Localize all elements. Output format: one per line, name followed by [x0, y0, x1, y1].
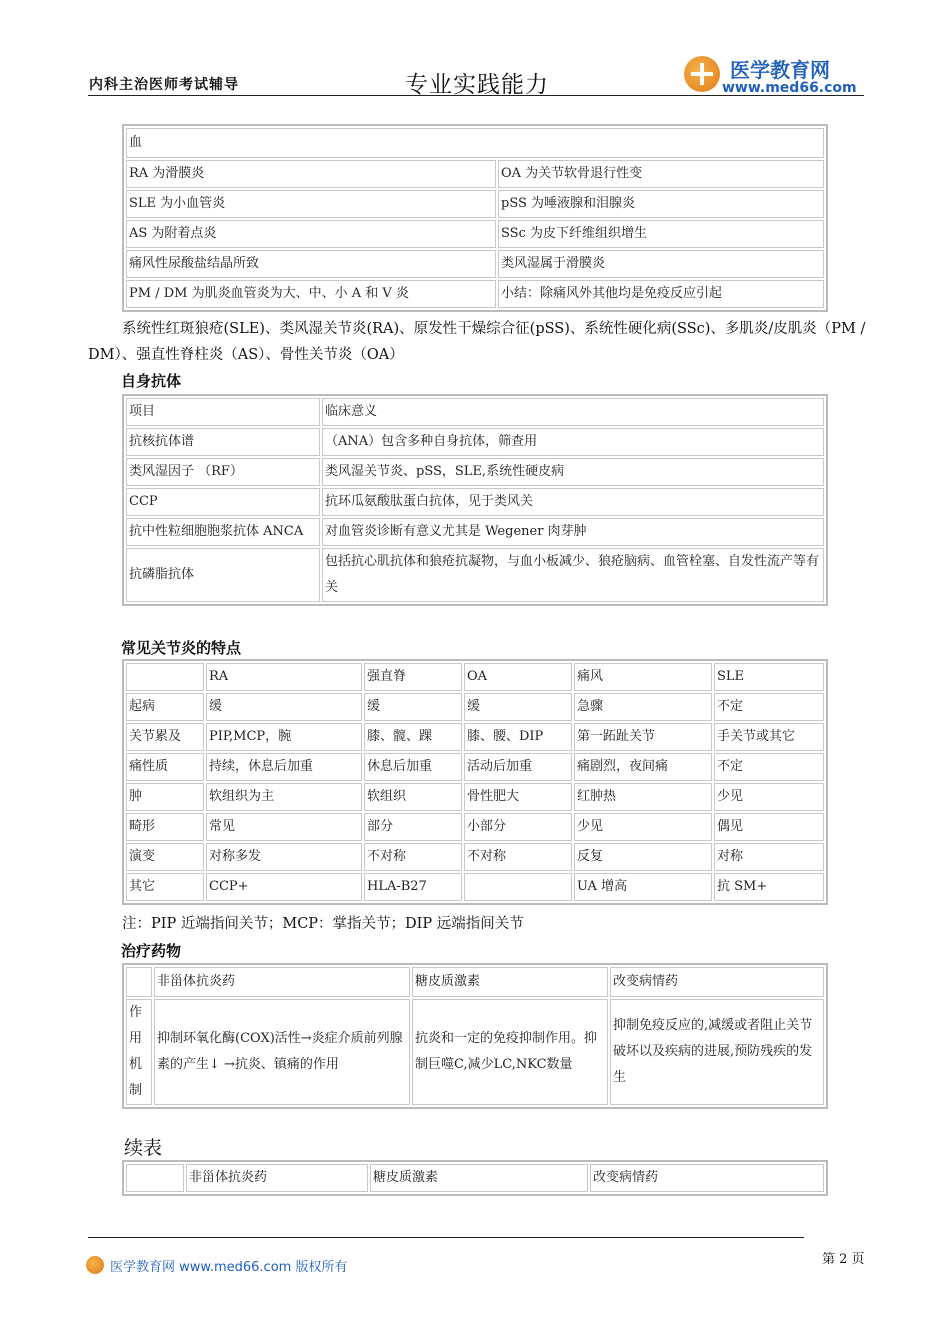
table-row	[126, 548, 824, 602]
table-cell: 抗炎和一定的免疫抑制作用。抑制巨噬C,减少LC,NKC数量	[412, 999, 608, 1105]
table-row	[126, 723, 824, 751]
table-cell: 少见	[574, 813, 712, 841]
table-cell: 不定	[714, 693, 824, 721]
table-cell: 少见	[714, 783, 824, 811]
table-cell: 骨性肥大	[464, 783, 572, 811]
table-cell: 类风湿因子 （RF）	[126, 458, 320, 486]
table-header-cell: 项目	[126, 398, 320, 426]
table-row	[126, 398, 824, 426]
table-cell: 持续，休息后加重	[206, 753, 362, 781]
table-cell: 缓	[206, 693, 362, 721]
disease-comparison-table	[122, 124, 828, 312]
arthritis-features-table	[122, 659, 828, 905]
table-cell: 常见	[206, 813, 362, 841]
table-cell: 抗核抗体谱	[126, 428, 320, 456]
table-cell: 休息后加重	[364, 753, 462, 781]
table-cell: PM / DM 为肌炎血管炎为大、中、小 A 和 V 炎	[126, 280, 496, 308]
medical-cross-icon	[86, 1256, 104, 1274]
table-row	[126, 518, 824, 546]
table-cell: CCP	[126, 488, 320, 516]
table-cell: 抗中性粒细胞胞浆抗体 ANCA	[126, 518, 320, 546]
table-row	[126, 873, 824, 901]
medical-cross-icon	[684, 56, 720, 92]
table-cell: 抑制环氧化酶(COX)活性→炎症介质前列腺素的产生↓ →抗炎、镇痛的作用	[154, 999, 410, 1105]
table-header-cell: OA	[464, 663, 572, 691]
table-cell: AS 为附着点炎	[126, 220, 496, 248]
table-cell: 小部分	[464, 813, 572, 841]
table-cell: 抗环瓜氨酸肽蛋白抗体，见于类风关	[322, 488, 824, 516]
table-header-cell: 糖皮质激素	[370, 1164, 588, 1192]
table-cell: 反复	[574, 843, 712, 871]
table-cell: 抗 SM+	[714, 873, 824, 901]
table-cell: 软组织	[364, 783, 462, 811]
table-cell: 作用机制	[126, 999, 152, 1105]
table-cell: OA 为关节软骨退行性变	[498, 160, 824, 188]
disease-abbreviations-paragraph: 系统性红斑狼疮(SLE)、类风湿关节炎(RA)、原发性干燥综合征(pSS)、系统性硬化病(SSc)、多肌炎/皮肌炎（PM / DM）、强直性脊柱炎（AS）、骨性关节炎（OA）	[88, 321, 866, 363]
table-row	[126, 1164, 824, 1192]
table-cell: 其它	[126, 873, 204, 901]
table-cell: 起病	[126, 693, 204, 721]
table-cell: 血	[126, 128, 824, 158]
autoantibody-table	[122, 394, 828, 606]
page-number: 第 2 页	[822, 1252, 865, 1267]
table-cell: 不对称	[464, 843, 572, 871]
table-cell	[464, 873, 572, 901]
header-center-title: 专业实践能力	[405, 72, 549, 98]
site-logo[interactable]	[684, 56, 864, 96]
table-row	[126, 999, 824, 1105]
table-cell: 软组织为主	[206, 783, 362, 811]
table-cell: HLA-B27	[364, 873, 462, 901]
table-cell: 手关节或其它	[714, 723, 824, 751]
table-row	[126, 967, 824, 997]
table-header-cell: 痛风	[574, 663, 712, 691]
table-cell: 第一跖趾关节	[574, 723, 712, 751]
continued-table-title: 续表	[124, 1137, 163, 1159]
footer-copyright[interactable]: 医学教育网 www.med66.com 版权所有	[110, 1260, 348, 1275]
table-cell: 不定	[714, 753, 824, 781]
table-cell: SSc 为皮下纤维组织增生	[498, 220, 824, 248]
table-row	[126, 428, 824, 456]
table-row	[126, 160, 824, 188]
table-cell: 肿	[126, 783, 204, 811]
table-header-cell: 改变病情药	[610, 967, 824, 997]
table-cell: 急骤	[574, 693, 712, 721]
table-header-cell: RA	[206, 663, 362, 691]
logo-name: 医学教育网	[730, 58, 830, 82]
table-cell: 对血管炎诊断有意义尤其是 Wegener 肉芽肿	[322, 518, 824, 546]
table-row	[126, 693, 824, 721]
table-row	[126, 280, 824, 308]
table-header-cell	[126, 1164, 184, 1192]
table-cell: SLE 为小血管炎	[126, 190, 496, 218]
table-cell: RA 为滑膜炎	[126, 160, 496, 188]
table-row	[126, 813, 824, 841]
table-row	[126, 128, 824, 158]
treatment-drugs-table	[122, 963, 828, 1109]
table-header-cell: 强直脊	[364, 663, 462, 691]
table-cell: 膝、腰、DIP	[464, 723, 572, 751]
table-cell: CCP+	[206, 873, 362, 901]
section-title-arthritis: 常见关节炎的特点	[121, 639, 242, 657]
table-cell: 痛性质	[126, 753, 204, 781]
table-row	[126, 250, 824, 278]
section-title-autoantibody: 自身抗体	[121, 372, 182, 390]
table-cell: 不对称	[364, 843, 462, 871]
table-cell: PIP,MCP，腕	[206, 723, 362, 751]
table-cell: 缓	[364, 693, 462, 721]
section-title-drugs: 治疗药物	[121, 942, 182, 960]
table-row	[126, 190, 824, 218]
table-row	[126, 843, 824, 871]
table-row	[126, 663, 824, 691]
table-row	[126, 458, 824, 486]
table-row	[126, 783, 824, 811]
table-cell: 膝、髋、踝	[364, 723, 462, 751]
table-cell: 抗磷脂抗体	[126, 548, 320, 602]
table-header-cell	[126, 663, 204, 691]
table-header-cell: 临床意义	[322, 398, 824, 426]
table-row	[126, 488, 824, 516]
table-cell: 小结：除痛风外其他均是免疫反应引起	[498, 280, 824, 308]
arthritis-note: 注：PIP 近端指间关节；MCP：掌指关节；DIP 远端指间关节	[122, 916, 524, 932]
table-cell: 抑制免疫反应的,减缓或者阻止关节破坏以及疾病的进展,预防残疾的发生	[610, 999, 824, 1105]
table-cell: UA 增高	[574, 873, 712, 901]
table-cell: 畸形	[126, 813, 204, 841]
table-header-cell	[126, 967, 152, 997]
table-cell: 痛剧烈，夜间痛	[574, 753, 712, 781]
table-header-cell: 糖皮质激素	[412, 967, 608, 997]
table-cell: 缓	[464, 693, 572, 721]
table-cell: pSS 为唾液腺和泪腺炎	[498, 190, 824, 218]
table-header-cell: 改变病情药	[590, 1164, 824, 1192]
header-left-title: 内科主治医师考试辅导	[89, 77, 239, 93]
table-cell: 痛风性尿酸盐结晶所致	[126, 250, 496, 278]
table-cell: 对称	[714, 843, 824, 871]
table-header-cell: SLE	[714, 663, 824, 691]
table-row	[126, 753, 824, 781]
table-cell: 类风湿属于滑膜炎	[498, 250, 824, 278]
table-cell: 偶见	[714, 813, 824, 841]
table-row	[126, 220, 824, 248]
table-cell: 部分	[364, 813, 462, 841]
table-cell: 演变	[126, 843, 204, 871]
table-cell: 类风湿关节炎、pSS，SLE,系统性硬皮病	[322, 458, 824, 486]
table-cell: 红肿热	[574, 783, 712, 811]
table-cell: 包括抗心肌抗体和狼疮抗凝物，与血小板减少、狼疮脑病、血管栓塞、自发性流产等有关	[322, 548, 824, 602]
table-header-cell: 非甾体抗炎药	[154, 967, 410, 997]
table-cell: 对称多发	[206, 843, 362, 871]
table-header-cell: 非甾体抗炎药	[186, 1164, 368, 1192]
footer-rule	[88, 1237, 804, 1238]
table-cell: （ANA）包含多种自身抗体，筛查用	[322, 428, 824, 456]
table-cell: 活动后加重	[464, 753, 572, 781]
continued-drugs-table	[122, 1160, 828, 1196]
table-cell: 关节累及	[126, 723, 204, 751]
logo-url: www.med66.com	[722, 80, 857, 96]
header-rule	[88, 95, 864, 96]
